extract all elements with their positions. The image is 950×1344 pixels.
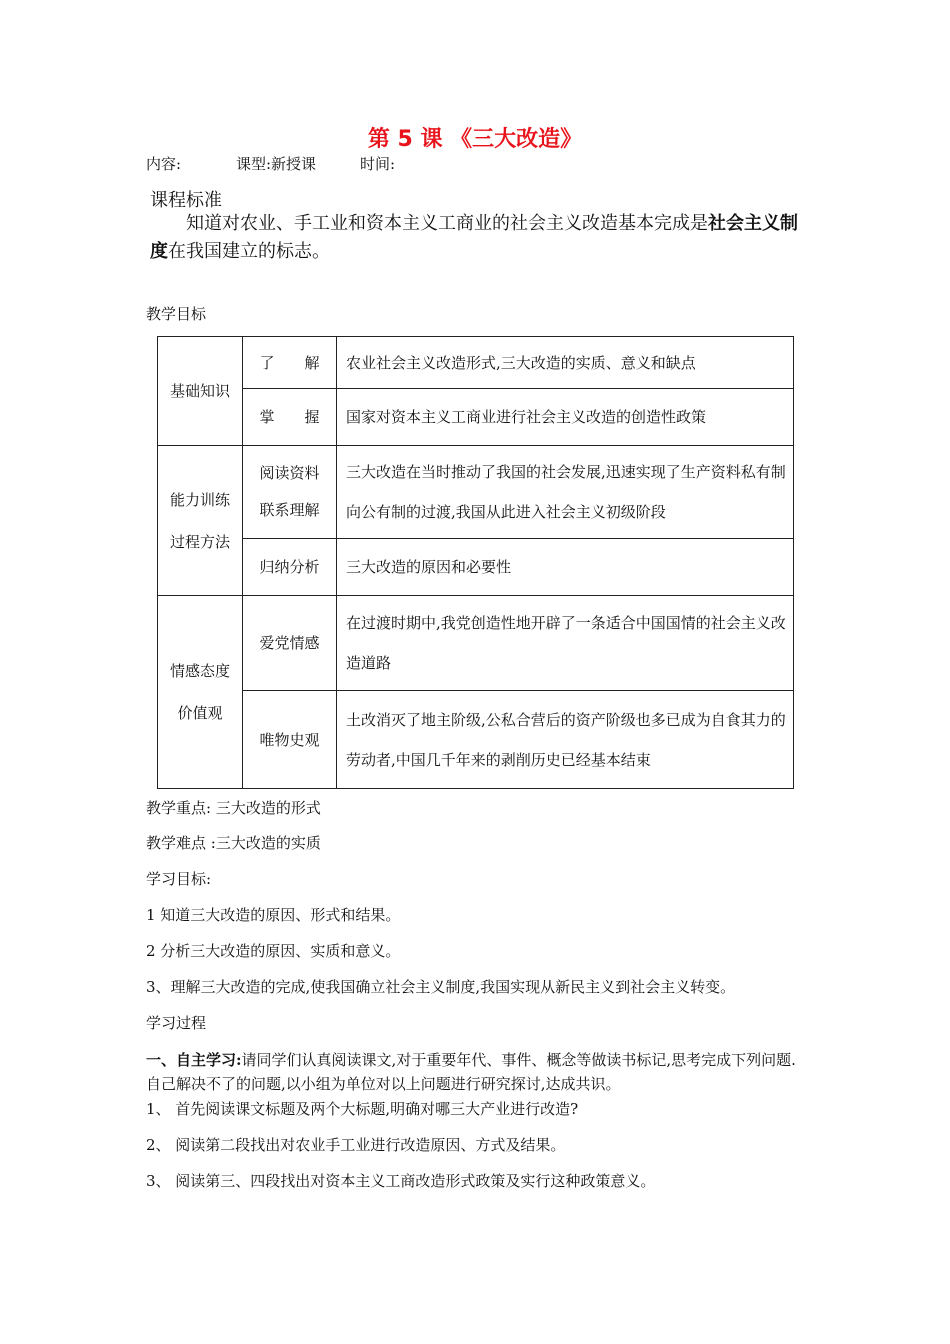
learning-goal-item: 1 知道三大改造的原因、形式和结果。 xyxy=(146,906,401,924)
sub-cell xyxy=(243,539,337,596)
table-row xyxy=(158,337,794,389)
standard-text-part: 知道对农业、手工业和资本主义工商业的社会主义改造基本完成是 xyxy=(186,213,708,234)
sub-label: 归纳分析 xyxy=(259,558,320,576)
sub-label: 掌 握 xyxy=(259,408,320,426)
learning-goals-label: 学习目标: xyxy=(146,870,212,888)
sub-label: 唯物史观 xyxy=(259,730,320,749)
table-row xyxy=(158,539,794,596)
teaching-goals-label: 教学目标 xyxy=(146,305,207,323)
self-study-text: 请同学们认真阅读课文,对于重要年代、事件、概念等做读书标记,思考完成下列问题.自己解决不了的问题,以小组为单位对以上问题进行研究探讨,达成共识。 xyxy=(146,1051,796,1093)
sub-cell xyxy=(243,337,337,389)
desc-cell: 农业社会主义改造形式,三大改造的实质、意义和缺点 xyxy=(337,337,794,389)
self-study-paragraph xyxy=(146,1048,806,1096)
sub-label: 阅读资料 xyxy=(259,464,320,482)
meta-type: 课型:新授课 xyxy=(236,155,317,173)
category-label: 过程方法 xyxy=(169,532,230,551)
desc-cell: 在过渡时期中,我党创造性地开辟了一条适合中国国情的社会主义改造道路 xyxy=(337,596,794,691)
category-cell xyxy=(158,446,243,596)
desc-cell: 三大改造的原因和必要性 xyxy=(337,539,794,596)
sub-label: 了 解 xyxy=(259,353,320,372)
sub-cell xyxy=(243,446,337,539)
sub-cell xyxy=(243,691,337,789)
sub-label: 爱党情感 xyxy=(259,634,320,652)
goals-table xyxy=(157,336,794,789)
category-cell xyxy=(158,596,243,789)
standard-heading: 课程标准 xyxy=(150,190,222,211)
standard-text-part: 在我国建立的标志。 xyxy=(168,241,330,262)
sub-label: 联系理解 xyxy=(259,501,320,519)
category-label: 基础知识 xyxy=(169,382,230,400)
page-title: 第 5 课 《三大改造》 xyxy=(367,127,583,152)
standard-text-bold: 社会主义制度 xyxy=(150,213,798,262)
sub-cell xyxy=(243,596,337,691)
category-label: 情感态度 xyxy=(169,662,230,680)
key-point: 教学重点: 三大改造的形式 xyxy=(146,799,321,817)
learning-goal-item: 2 分析三大改造的原因、实质和意义。 xyxy=(146,942,401,960)
table-row xyxy=(158,691,794,789)
self-study-heading: 一、自主学习: xyxy=(146,1051,242,1069)
category-label: 价值观 xyxy=(177,704,223,722)
standard-text xyxy=(150,210,810,266)
question-item: 2、 阅读第二段找出对农业手工业进行改造原因、方式及结果。 xyxy=(146,1136,566,1154)
question-item: 3、 阅读第三、四段找出对资本主义工商改造形式政策及实行这种政策意义。 xyxy=(146,1172,656,1190)
meta-content: 内容: xyxy=(146,155,182,173)
meta-time: 时间: xyxy=(360,155,396,173)
question-item: 1、 首先阅读课文标题及两个大标题,明确对哪三大产业进行改造? xyxy=(146,1100,579,1118)
process-label: 学习过程 xyxy=(146,1014,207,1032)
table-row xyxy=(158,596,794,691)
sub-cell xyxy=(243,389,337,446)
desc-cell: 土改消灭了地主阶级,公私合营后的资产阶级也多已成为自食其力的劳动者,中国几千年来的剥削历史已经基本结束 xyxy=(337,691,794,789)
desc-cell: 国家对资本主义工商业进行社会主义改造的创造性政策 xyxy=(337,389,794,446)
category-label: 能力训练 xyxy=(169,490,230,509)
learning-goal-item: 3、理解三大改造的完成,使我国确立社会主义制度,我国实现从新民主义到社会主义转变。 xyxy=(146,978,736,996)
table-row xyxy=(158,446,794,539)
desc-cell: 三大改造在当时推动了我国的社会发展,迅速实现了生产资料私有制向公有制的过渡,我国从此进入社会主义初级阶段 xyxy=(337,446,794,539)
category-cell xyxy=(158,337,243,446)
difficult-point: 教学难点 :三大改造的实质 xyxy=(146,834,321,852)
table-row xyxy=(158,389,794,446)
